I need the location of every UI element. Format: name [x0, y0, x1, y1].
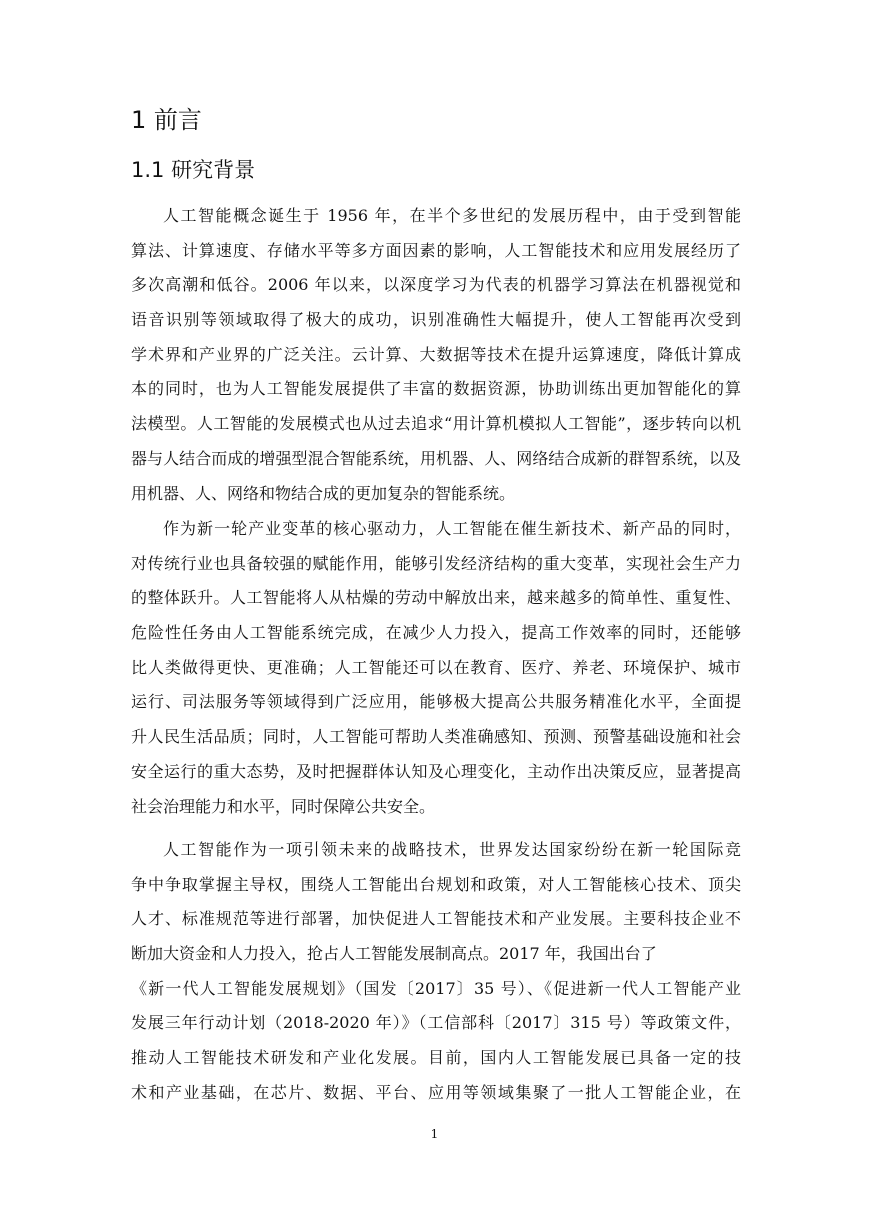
paragraph-3	[131, 833, 741, 1111]
paragraph-line: 器与人结合而成的增强型混合智能系统，用机器、人、网络结合成新的群智系统，以及	[131, 448, 741, 468]
paragraph-line: 发展三年行动计划（2018-2020 年）》（工信部科〔2017〕315 号）等政策文件，	[131, 1013, 741, 1033]
paragraph-1	[131, 199, 741, 511]
paragraph-line: 比人类做得更快、更准确；人工智能还可以在教育、医疗、养老、环境保护、城市	[131, 657, 741, 677]
paragraph-line: 对传统行业也具备较强的赋能作用，能够引发经济结构的重大变革，实现社会生产力	[131, 553, 741, 573]
paragraph-line: 推动人工智能技术研发和产业化发展。目前，国内人工智能发展已具备一定的技	[131, 1048, 741, 1068]
paragraph-line: 升人民生活品质；同时，人工智能可帮助人类准确感知、预测、预警基础设施和社会	[131, 727, 741, 747]
paragraph-2	[131, 512, 741, 824]
paragraph-line: 安全运行的重大态势，及时把握群体认知及心理变化，主动作出决策反应，显著提高	[131, 761, 741, 781]
paragraph-line: 的整体跃升。人工智能将人从枯燥的劳动中解放出来，越来越多的简单性、重复性、	[131, 588, 741, 608]
paragraph-line: 运行、司法服务等领域得到广泛应用，能够极大提高公共服务精准化水平，全面提	[131, 692, 741, 712]
paragraph-line: 危险性任务由人工智能系统完成，在减少人力投入，提高工作效率的同时，还能够	[131, 623, 741, 643]
paragraph-line: 用机器、人、网络和物结合成的更加复杂的智能系统。	[131, 483, 516, 503]
paragraph-line: 语音识别等领域取得了极大的成功，识别准确性大幅提升，使人工智能再次受到	[131, 310, 741, 330]
paragraph-line: 术和产业基础，在芯片、数据、平台、应用等领域集聚了一批人工智能企业，在	[131, 1082, 741, 1102]
paragraph-line: 争中争取掌握主导权，围绕人工智能出台规划和政策，对人工智能核心技术、顶尖	[131, 874, 741, 894]
page-number: 1	[430, 1127, 439, 1141]
paragraph-line: 社会治理能力和水平，同时保障公共安全。	[131, 796, 436, 816]
paragraph-line: 学术界和产业界的广泛关注。云计算、大数据等技术在提升运算速度，降低计算成	[131, 344, 741, 364]
paragraph-line: 人才、标准规范等进行部署，加快促进人工智能技术和产业发展。主要科技企业不	[131, 909, 741, 929]
paragraph-line: 人工智能作为一项引领未来的战略技术，世界发达国家纷纷在新一轮国际竞	[163, 840, 741, 859]
paragraph-line: 算法、计算速度、存储水平等多方面因素的影响，人工智能技术和应用发展经历了	[131, 240, 741, 260]
paragraph-line: 《新一代人工智能发展规划》（国发〔2017〕35 号）、《促进新一代人工智能产业	[131, 978, 741, 998]
paragraph-line: 人工智能概念诞生于 1956 年，在半个多世纪的发展历程中，由于受到智能	[163, 206, 741, 225]
chapter-heading: 1 前言	[131, 106, 202, 134]
paragraph-line: 断加大资金和人力投入，抢占人工智能发展制高点。2017 年，我国出台了	[131, 944, 657, 964]
paragraph-line: 多次高潮和低谷。2006 年以来，以深度学习为代表的机器学习算法在机器视觉和	[131, 275, 741, 295]
paragraph-line: 作为新一轮产业变革的核心驱动力，人工智能在催生新技术、新产品的同时，	[163, 519, 741, 538]
paragraph-line: 法模型。人工智能的发展模式也从过去追求“用计算机模拟人工智能”，逐步转向以机	[131, 414, 741, 434]
section-heading: 1.1 研究背景	[131, 158, 256, 182]
paragraph-line: 本的同时，也为人工智能发展提供了丰富的数据资源，协助训练出更加智能化的算	[131, 379, 741, 399]
